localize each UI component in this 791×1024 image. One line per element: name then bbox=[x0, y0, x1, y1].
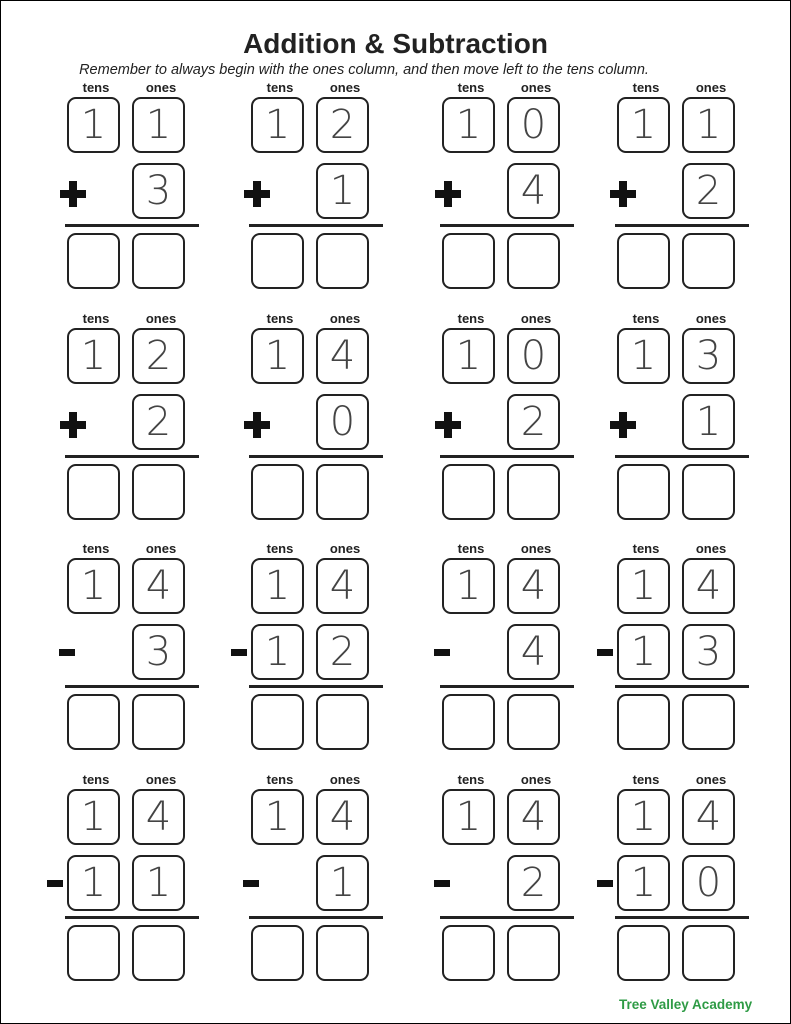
bottom-ones-digit: 0 bbox=[316, 394, 369, 450]
answer-ones-box[interactable] bbox=[507, 925, 560, 981]
bottom-ones-digit: 1 bbox=[682, 394, 735, 450]
answer-ones-box[interactable] bbox=[132, 464, 185, 520]
ones-label: ones bbox=[145, 311, 177, 326]
bottom-ones-digit: 3 bbox=[132, 163, 185, 219]
plus-icon bbox=[60, 181, 86, 207]
bottom-ones-digit: 2 bbox=[682, 163, 735, 219]
answer-tens-box[interactable] bbox=[251, 925, 304, 981]
minus-icon bbox=[243, 880, 259, 887]
top-ones-digit: 2 bbox=[316, 97, 369, 153]
sum-line bbox=[249, 455, 383, 458]
problem-card bbox=[613, 81, 753, 301]
answer-tens-box[interactable] bbox=[617, 233, 670, 289]
minus-icon bbox=[231, 649, 247, 656]
ones-label: ones bbox=[695, 772, 727, 787]
minus-icon bbox=[597, 649, 613, 656]
answer-tens-box[interactable] bbox=[617, 925, 670, 981]
plus-icon bbox=[244, 181, 270, 207]
bottom-tens-digit: 1 bbox=[617, 855, 670, 911]
top-ones-digit: 4 bbox=[507, 789, 560, 845]
tens-label: tens bbox=[632, 311, 660, 326]
sum-line bbox=[440, 455, 574, 458]
sum-line bbox=[615, 455, 749, 458]
bottom-ones-digit: 0 bbox=[682, 855, 735, 911]
tens-label: tens bbox=[457, 311, 485, 326]
answer-tens-box[interactable] bbox=[67, 925, 120, 981]
top-ones-digit: 4 bbox=[316, 558, 369, 614]
top-tens-digit: 1 bbox=[617, 328, 670, 384]
answer-ones-box[interactable] bbox=[316, 464, 369, 520]
answer-tens-box[interactable] bbox=[251, 233, 304, 289]
problem-card bbox=[438, 81, 578, 301]
minus-icon bbox=[597, 880, 613, 887]
top-ones-digit: 4 bbox=[316, 328, 369, 384]
sum-line bbox=[249, 916, 383, 919]
tens-label: tens bbox=[632, 80, 660, 95]
answer-ones-box[interactable] bbox=[316, 233, 369, 289]
problem-card bbox=[63, 312, 203, 532]
problem-card bbox=[247, 81, 387, 301]
plus-icon bbox=[60, 412, 86, 438]
tens-label: tens bbox=[82, 80, 110, 95]
top-tens-digit: 1 bbox=[442, 97, 495, 153]
answer-tens-box[interactable] bbox=[442, 233, 495, 289]
bottom-ones-digit: 1 bbox=[316, 163, 369, 219]
bottom-ones-digit: 2 bbox=[132, 394, 185, 450]
ones-label: ones bbox=[145, 80, 177, 95]
minus-icon bbox=[434, 649, 450, 656]
answer-ones-box[interactable] bbox=[682, 464, 735, 520]
sum-line bbox=[615, 224, 749, 227]
bottom-ones-digit: 3 bbox=[132, 624, 185, 680]
ones-label: ones bbox=[520, 311, 552, 326]
sum-line bbox=[249, 224, 383, 227]
answer-tens-box[interactable] bbox=[67, 694, 120, 750]
page-title: Addition & Subtraction bbox=[243, 28, 548, 59]
ones-label: ones bbox=[520, 80, 552, 95]
sum-line bbox=[615, 916, 749, 919]
answer-tens-box[interactable] bbox=[67, 233, 120, 289]
answer-ones-box[interactable] bbox=[682, 925, 735, 981]
bottom-ones-digit: 3 bbox=[682, 624, 735, 680]
answer-ones-box[interactable] bbox=[682, 694, 735, 750]
top-ones-digit: 3 bbox=[682, 328, 735, 384]
sum-line bbox=[440, 685, 574, 688]
problem-card bbox=[613, 773, 753, 993]
tens-label: tens bbox=[266, 80, 294, 95]
ones-label: ones bbox=[329, 772, 361, 787]
bottom-ones-digit: 2 bbox=[507, 855, 560, 911]
plus-icon bbox=[435, 181, 461, 207]
top-ones-digit: 1 bbox=[682, 97, 735, 153]
top-ones-digit: 0 bbox=[507, 328, 560, 384]
sum-line bbox=[615, 685, 749, 688]
problem-card bbox=[613, 312, 753, 532]
tens-label: tens bbox=[266, 311, 294, 326]
bottom-ones-digit: 2 bbox=[507, 394, 560, 450]
plus-icon bbox=[610, 412, 636, 438]
top-ones-digit: 0 bbox=[507, 97, 560, 153]
top-tens-digit: 1 bbox=[67, 97, 120, 153]
problem-card bbox=[63, 542, 203, 762]
top-ones-digit: 4 bbox=[316, 789, 369, 845]
ones-label: ones bbox=[329, 80, 361, 95]
sum-line bbox=[440, 916, 574, 919]
ones-label: ones bbox=[695, 80, 727, 95]
ones-label: ones bbox=[329, 541, 361, 556]
answer-ones-box[interactable] bbox=[132, 233, 185, 289]
ones-label: ones bbox=[520, 541, 552, 556]
minus-icon bbox=[59, 649, 75, 656]
brand-footer: Tree Valley Academy bbox=[619, 997, 753, 1012]
answer-tens-box[interactable] bbox=[617, 464, 670, 520]
ones-label: ones bbox=[329, 311, 361, 326]
answer-ones-box[interactable] bbox=[316, 925, 369, 981]
ones-label: ones bbox=[520, 772, 552, 787]
top-tens-digit: 1 bbox=[67, 558, 120, 614]
answer-tens-box[interactable] bbox=[442, 925, 495, 981]
answer-ones-box[interactable] bbox=[507, 464, 560, 520]
tens-label: tens bbox=[632, 772, 660, 787]
top-tens-digit: 1 bbox=[442, 328, 495, 384]
plus-icon bbox=[435, 412, 461, 438]
top-tens-digit: 1 bbox=[442, 558, 495, 614]
answer-tens-box[interactable] bbox=[251, 694, 304, 750]
page-instructions: Remember to always begin with the ones column, and then move left to the tens column. bbox=[79, 62, 649, 78]
answer-tens-box[interactable] bbox=[442, 694, 495, 750]
ones-label: ones bbox=[695, 541, 727, 556]
top-tens-digit: 1 bbox=[251, 97, 304, 153]
top-tens-digit: 1 bbox=[251, 328, 304, 384]
bottom-ones-digit: 1 bbox=[132, 855, 185, 911]
top-tens-digit: 1 bbox=[617, 789, 670, 845]
problem-card bbox=[613, 542, 753, 762]
problem-card bbox=[63, 81, 203, 301]
top-ones-digit: 1 bbox=[132, 97, 185, 153]
tens-label: tens bbox=[457, 80, 485, 95]
answer-ones-box[interactable] bbox=[507, 233, 560, 289]
problem-card bbox=[63, 773, 203, 993]
plus-icon bbox=[610, 181, 636, 207]
answer-ones-box[interactable] bbox=[507, 694, 560, 750]
problem-card bbox=[247, 773, 387, 993]
tens-label: tens bbox=[82, 541, 110, 556]
top-ones-digit: 2 bbox=[132, 328, 185, 384]
top-ones-digit: 4 bbox=[682, 789, 735, 845]
bottom-ones-digit: 2 bbox=[316, 624, 369, 680]
answer-tens-box[interactable] bbox=[442, 464, 495, 520]
bottom-ones-digit: 1 bbox=[316, 855, 369, 911]
sum-line bbox=[65, 916, 199, 919]
problem-card bbox=[438, 542, 578, 762]
top-tens-digit: 1 bbox=[67, 789, 120, 845]
problem-card bbox=[247, 542, 387, 762]
ones-label: ones bbox=[145, 541, 177, 556]
tens-label: tens bbox=[632, 541, 660, 556]
tens-label: tens bbox=[82, 772, 110, 787]
tens-label: tens bbox=[266, 541, 294, 556]
top-ones-digit: 4 bbox=[132, 558, 185, 614]
problem-card bbox=[247, 312, 387, 532]
top-tens-digit: 1 bbox=[442, 789, 495, 845]
answer-ones-box[interactable] bbox=[132, 925, 185, 981]
bottom-tens-digit: 1 bbox=[617, 624, 670, 680]
top-tens-digit: 1 bbox=[251, 789, 304, 845]
answer-ones-box[interactable] bbox=[316, 694, 369, 750]
top-tens-digit: 1 bbox=[251, 558, 304, 614]
answer-tens-box[interactable] bbox=[251, 464, 304, 520]
sum-line bbox=[65, 455, 199, 458]
top-ones-digit: 4 bbox=[132, 789, 185, 845]
problem-card bbox=[438, 312, 578, 532]
sum-line bbox=[249, 685, 383, 688]
tens-label: tens bbox=[457, 772, 485, 787]
sum-line bbox=[65, 224, 199, 227]
answer-tens-box[interactable] bbox=[617, 694, 670, 750]
tens-label: tens bbox=[457, 541, 485, 556]
sum-line bbox=[440, 224, 574, 227]
problem-card bbox=[438, 773, 578, 993]
top-ones-digit: 4 bbox=[682, 558, 735, 614]
minus-icon bbox=[47, 880, 63, 887]
answer-ones-box[interactable] bbox=[132, 694, 185, 750]
answer-tens-box[interactable] bbox=[67, 464, 120, 520]
bottom-tens-digit: 1 bbox=[251, 624, 304, 680]
tens-label: tens bbox=[266, 772, 294, 787]
bottom-ones-digit: 4 bbox=[507, 163, 560, 219]
bottom-tens-digit: 1 bbox=[67, 855, 120, 911]
ones-label: ones bbox=[695, 311, 727, 326]
top-tens-digit: 1 bbox=[67, 328, 120, 384]
tens-label: tens bbox=[82, 311, 110, 326]
top-tens-digit: 1 bbox=[617, 558, 670, 614]
minus-icon bbox=[434, 880, 450, 887]
ones-label: ones bbox=[145, 772, 177, 787]
sum-line bbox=[65, 685, 199, 688]
top-ones-digit: 4 bbox=[507, 558, 560, 614]
bottom-ones-digit: 4 bbox=[507, 624, 560, 680]
answer-ones-box[interactable] bbox=[682, 233, 735, 289]
top-tens-digit: 1 bbox=[617, 97, 670, 153]
plus-icon bbox=[244, 412, 270, 438]
